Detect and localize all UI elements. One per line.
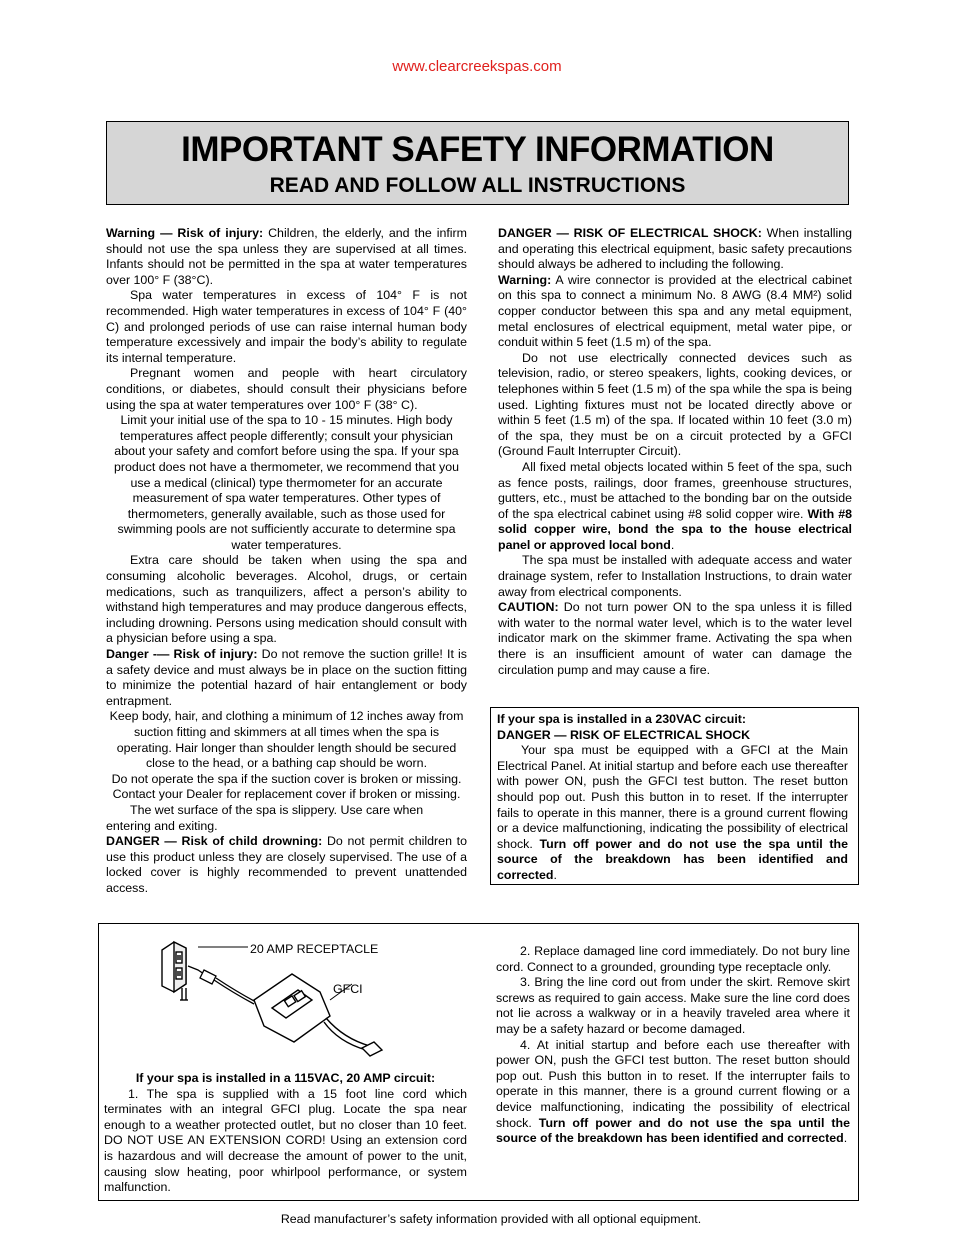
suction-cover-paragraph: Do not operate the spa if the suction cover is broken or missing. Contact your Dealer for replacement cover if broken or missing. — [111, 771, 462, 802]
230vac-danger-heading: DANGER — RISK OF ELECTRICAL SHOCK — [497, 727, 751, 742]
bonding-paragraph: All fixed metal objects located within 5 feet of the spa, such as fence posts, railings, door frames, greenhouse structures, gutters, etc., must be attached to the bonding bar on the outside of the spa electrical cabinet using #8 solid copper wire. With #8 solid copper wire, bond the spa to the house electrical panel or approved local bond. — [498, 459, 852, 552]
devices-paragraph: Do not use electrically connected devices such as television, radio, or stereo speakers, lights, cooking devices, or telephones within 5 feet (1.5 m) of the spa while the spa is being used. Lighting fixtures must not be located directly above or within 5 feet (1.5 m) of the spa. If located within 10 feet (3.0 m) of the spa, they must be on a circuit protected by a GFCI (Ground Fault Interrupter Circuit). — [498, 350, 852, 459]
suction-danger-heading: Danger -— Risk of injury: — [106, 647, 258, 662]
115vac-left-text — [104, 1071, 467, 1196]
shock-danger-heading: DANGER — RISK OF ELECTRICAL SHOCK: — [498, 226, 762, 240]
drainage-paragraph: The spa must be installed with adequate access and water drainage system, refer to Installation Instructions, to drain water away from electrical components. — [498, 553, 852, 599]
page-title: IMPORTANT SAFETY INFORMATION — [181, 130, 774, 169]
230vac-notice-box — [490, 707, 859, 885]
115vac-notice-box — [98, 923, 859, 1201]
shock-danger-paragraph: DANGER — RISK OF ELECTRICAL SHOCK: When installing and operating this electrical equipment, basic safety precautions should always be adhered to including the following. — [498, 226, 852, 272]
115vac-heading: If your spa is installed in a 115VAC, 20 AMP circuit: — [135, 1071, 436, 1085]
title-banner — [106, 121, 849, 205]
step-1: 1. The spa is supplied with a 15 foot line cord which terminates with an integral GFCI plug. Locate the spa near enough to a weather protected outlet, but no closer than 10 feet. DO NOT USE AN EXTENSION CORD! Using an extension cord is hazardous and will decrease the amount of power to the unit, causing slow heating, poor whirlpool performance, or system malfunction. — [104, 1086, 467, 1195]
alcohol-paragraph: Extra care should be taken when using the spa and consuming alcoholic beverages. Alcohol, drugs, or certain medications, such as tranquilizers, affect a person’s ability to withstand high temperatures and may produce dangerous effects, including drowning. Persons using medication should consult with a physician before using a spa. — [106, 553, 467, 646]
initial-use-paragraph: Limit your initial use of the spa to 10 - 15 minutes. High body temperatures affect people differently; consult your physician about your safety and comfort before using the spa. If your spa product does not have a thermometer, we recommend that you use a medical (clinical) type thermometer for an accurate measurement of spa water temperatures. Other types of thermometers, generally available, such as those used for swimming pools are not sufficiently accurate to determine spa water temperatures. — [113, 413, 460, 552]
wire-connector-paragraph: Warning: A wire connector is provided at the electrical cabinet on this spa to connect a minimum No. 8 AWG (8.4 MM²) solid copper conductor between this spa and any metal equipment, metal enclosures of electrical equipment, metal water pipe, or conduit within 5 feet (1.5 m) of the spa. — [498, 272, 852, 350]
gfci-label: GFCI — [333, 982, 363, 996]
230vac-text: Your spa must be equipped with a GFCI at the Main Electrical Panel. At initial startup and before each use thereafter with power ON, push the GFCI test button. The reset button should pop out. Push this button in to reset. If the interrupter fails to operate in this manner, there is a ground current flowing or a device malfunctioning, indicating the possibility of electrical shock. Turn off power and do not use the spa until the source of the breakdown has been identified and corrected. — [497, 743, 848, 882]
caution-heading: CAUTION: — [498, 600, 559, 615]
drowning-danger-heading: DANGER — Risk of child drowning: — [106, 834, 323, 849]
230vac-heading: If your spa is installed in a 230VAC circuit: — [497, 712, 747, 726]
step-3: 3. Bring the line cord out from under the skirt. Remove skirt screws as required to gain access. Make sure the line cord does not lie across a walkway or in a heavily traveled area where it may be a safety hazard or become damaged. — [496, 975, 850, 1036]
wire-warning-heading: Warning: — [498, 272, 552, 287]
slippery-paragraph: The wet surface of the spa is slippery. Use care when entering and exiting. — [106, 802, 424, 833]
step-2: 2. Replace damaged line cord immediately. Do not bury line cord. Connect to a grounded, grounding type receptacle only. — [496, 944, 850, 974]
hair-paragraph: Keep body, hair, and clothing a minimum of 12 inches away from suction fitting and skimmers at all times when the spa is operating. Hair longer than shoulder length should be secured close to the head, or a bathing cap should be worn. — [109, 709, 464, 771]
caution-paragraph: CAUTION: Do not turn power ON to the spa unless it is filled with water to the normal water level, which is to the water level indicator mark on the skimmer frame. Activating the spa when there is an insufficient amount of water can damage the circulation pump and may cause a fire. — [498, 600, 852, 677]
temperature-paragraph: Spa water temperatures in excess of 104° F is not recommended. High water temperatures in excess of 104° F (40° C) and prolonged periods of use can raise internal human body temperature excessively and impair the body’s ability to regulate its internal temperature. — [106, 288, 467, 365]
injury-warning-paragraph: Warning — Risk of injury: Children, the elderly, and the infirm should not use the spa unless they are supervised at all times. Infants should not be permitted in the spa at water temperatures over 100° F (38°C). — [106, 226, 467, 287]
step-4: 4. At initial startup and before each use thereafter with power ON, push the GFCI test button. The reset button should pop out. Push this button in to reset. If the interrupter fails to operate in this manner, there is a ground current flowing or a device malfunctioning, indicating the possibility of electrical shock. Turn off power and do not use the spa until the source of the breakdown has been identified and corrected. — [496, 1037, 850, 1146]
left-column — [106, 226, 467, 897]
suction-danger-paragraph: Danger -— Risk of injury: Do not remove the suction grille! It is a safety device and must always be in place on the suction fitting to minimize the potential hazard of hair entanglement or body entrapment. — [106, 647, 467, 708]
injury-warning-heading: Warning — Risk of injury: — [106, 226, 264, 240]
drowning-danger-paragraph: DANGER — Risk of child drowning: Do not permit children to use this product unless they are closely supervised. The use of a locked cover is highly recommended to prevent unattended access. — [106, 834, 467, 895]
right-column — [498, 226, 852, 678]
115vac-right-text — [496, 944, 850, 1147]
page-subtitle: READ AND FOLLOW ALL INSTRUCTIONS — [269, 174, 686, 197]
gfci-diagram — [154, 930, 414, 1070]
footer-note: Read manufacturer’s safety information provided with all optional equipment. — [280, 1212, 702, 1226]
website-url[interactable]: www.clearcreekspas.com — [392, 58, 562, 75]
receptacle-label: 20 AMP RECEPTACLE — [250, 942, 379, 956]
pregnancy-paragraph: Pregnant women and people with heart circulatory conditions, or diabetes, should consult their physicians before using the spa at water temperatures over 100° F (38° C). — [106, 366, 467, 412]
